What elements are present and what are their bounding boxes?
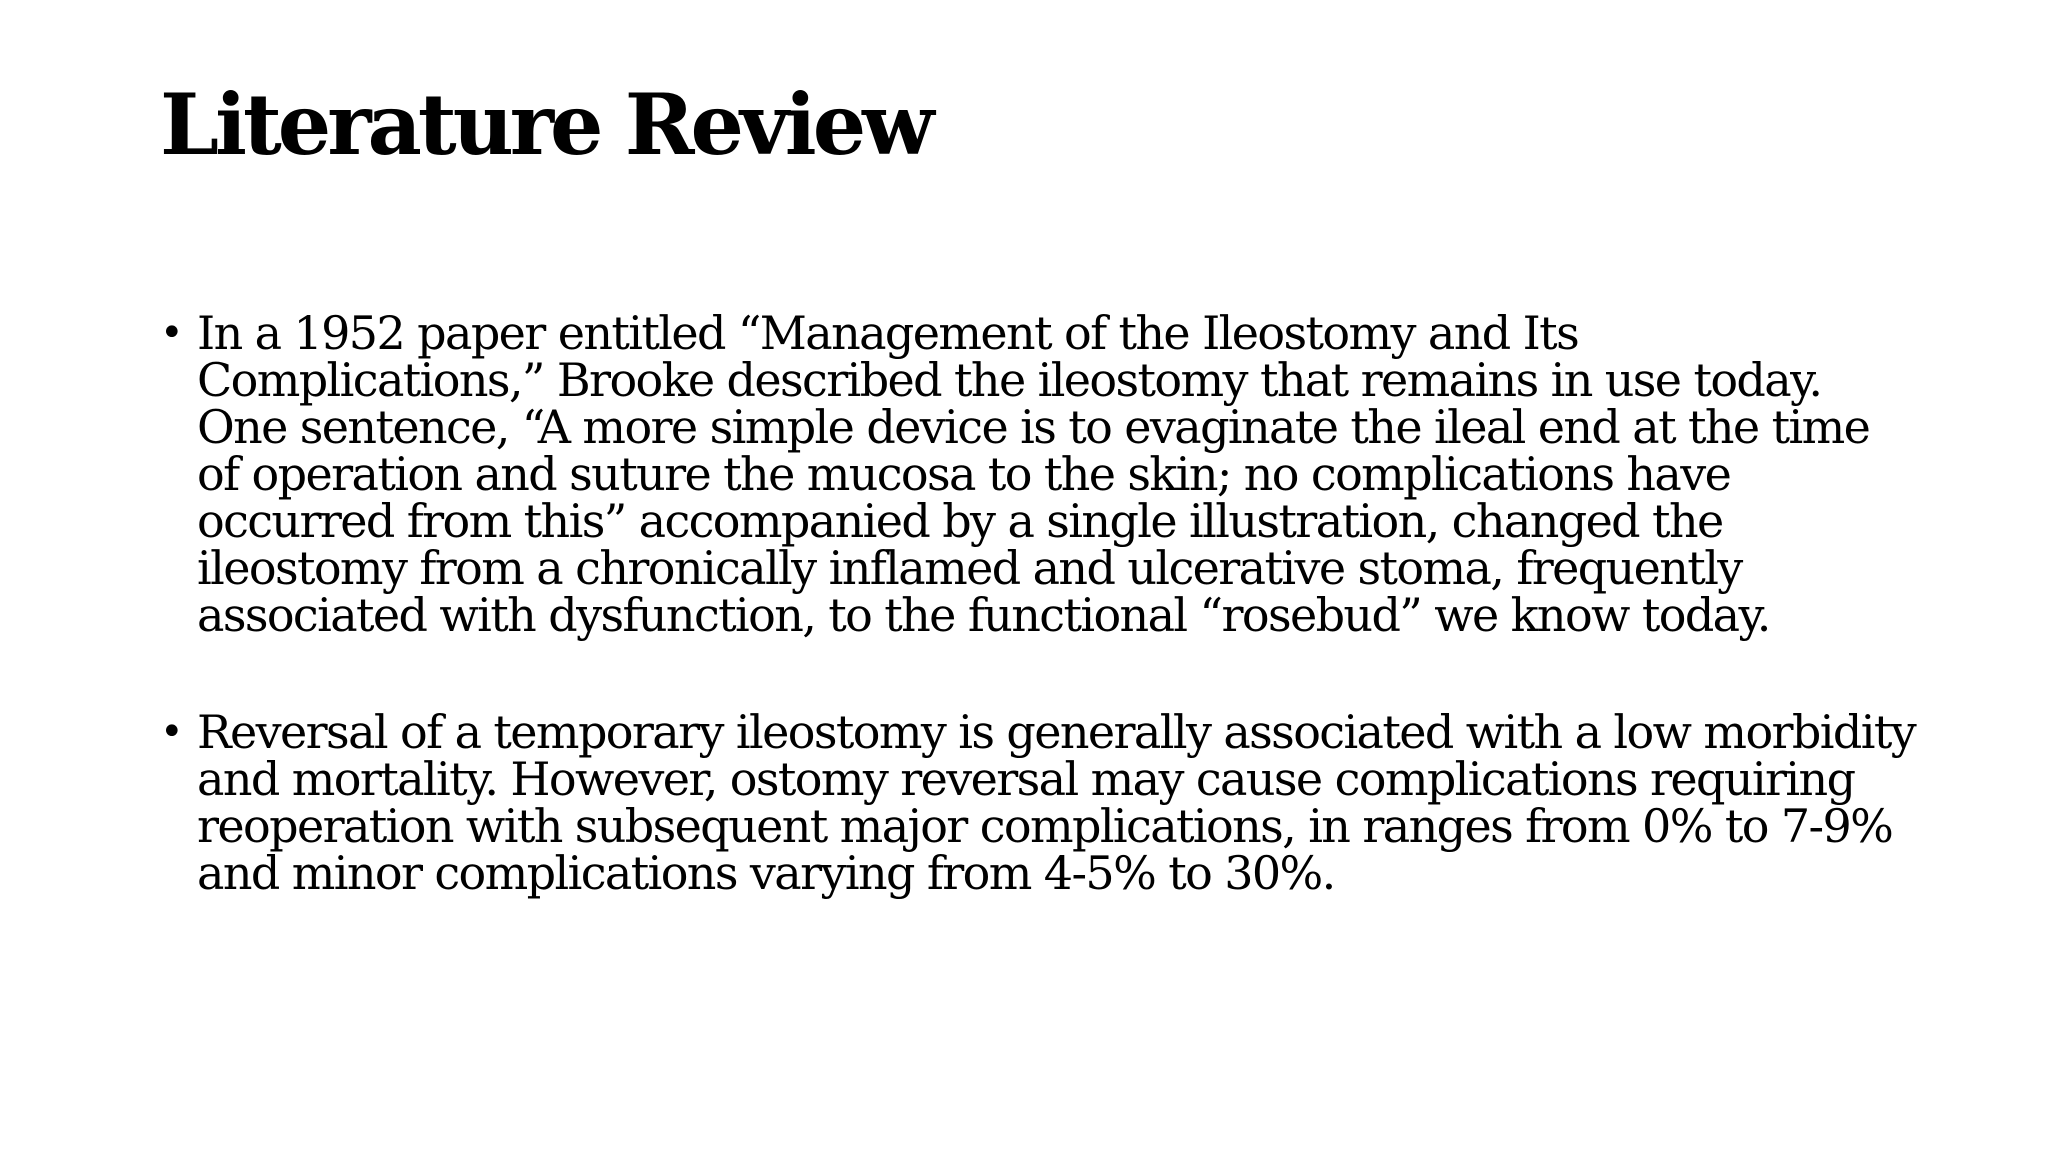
bullet-marker: •: [160, 310, 182, 356]
bullet-marker: •: [160, 709, 182, 755]
bullet-text: Reversal of a temporary ileostomy is generally associated with a low morbidity and mortality. However, ostomy reversal may cause complications requiring reoperation with subsequent major complications, in ranges from 0% to 7-9% and minor complications varying from 4-5% to 30%.: [197, 705, 1916, 900]
bullet-list: [160, 306, 1920, 967]
bullet-item-ileostomy-history: [160, 306, 1920, 642]
slide-title: Literature Review: [160, 75, 931, 174]
bullet-item-reversal-complications: [160, 705, 1920, 900]
bullet-text: In a 1952 paper entitled “Management of the Ileostomy and Its Complications,” Brooke described the ileostomy that remains in use today. One sentence, “A more simple device is to evaginate the ileal end at the time of operation and suture the mucosa to the skin; no complications have occurred from this” accompanied by a single illustration, changed the ileostomy from a chronically inflamed and ulcerative stoma, frequently associated with dysfunction, to the functional “rosebud” we know today.: [197, 306, 1870, 642]
